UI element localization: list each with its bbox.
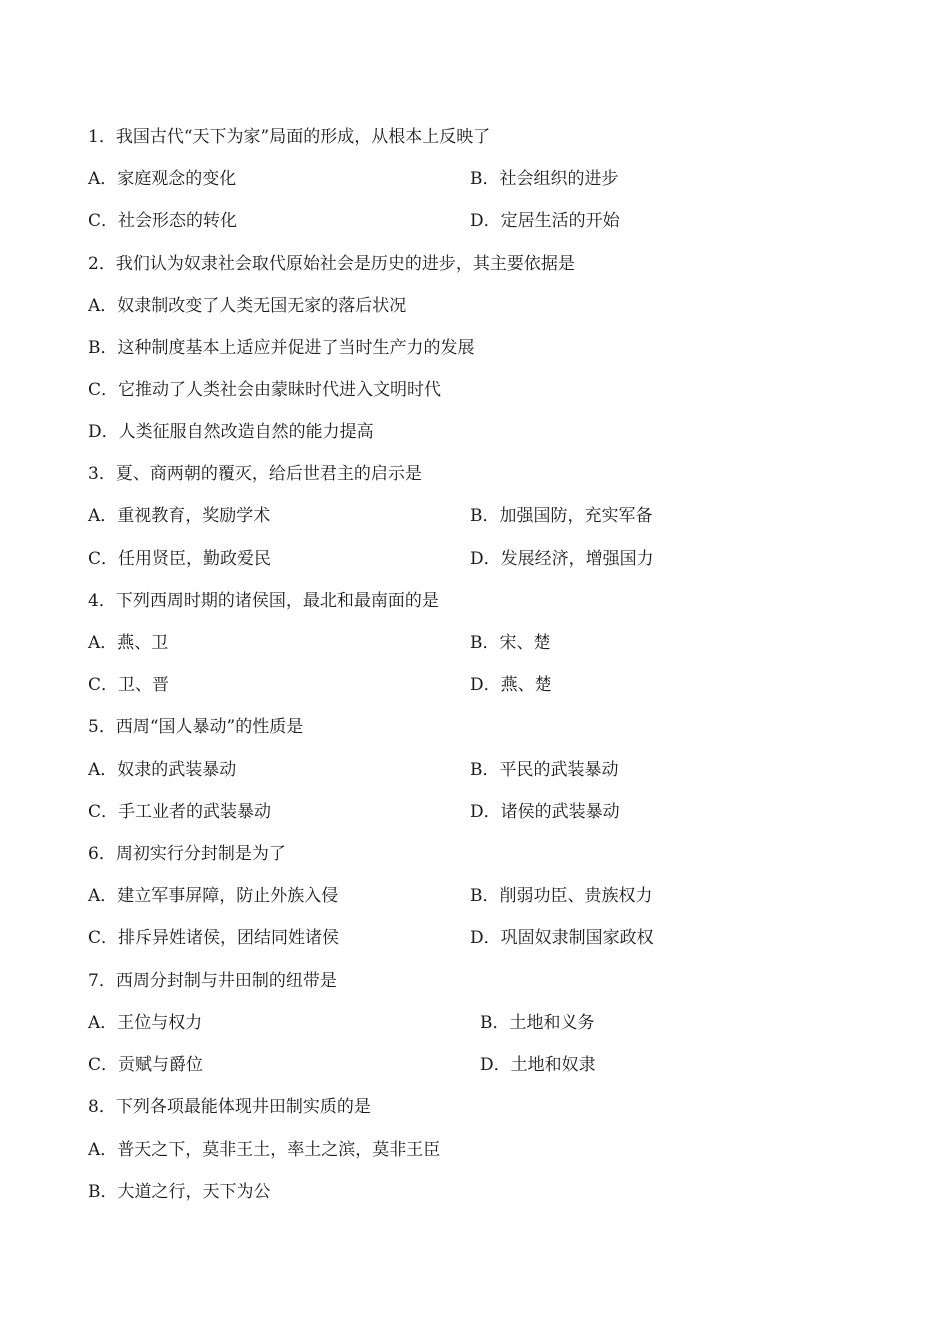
question-6-option-d: D．巩固奴隶制国家政权 (470, 928, 654, 948)
question-3-option-d: D．发展经济，增强国力 (470, 549, 654, 569)
question-4-option-c: C．卫、晋 (88, 675, 170, 695)
question-7-option-c: C．贡赋与爵位 (88, 1055, 204, 1075)
question-6-option-c: C．排斥异姓诸侯，团结同姓诸侯 (88, 928, 340, 948)
question-1-option-a: A．家庭观念的变化 (88, 169, 237, 189)
question-4-option-b: B．宋、楚 (470, 633, 551, 653)
question-1-option-c: C．社会形态的转化 (88, 211, 238, 231)
question-3-option-c: C．任用贤臣，勤政爱民 (88, 549, 272, 569)
question-7-option-d: D．土地和奴隶 (480, 1055, 596, 1075)
question-4-option-a: A．燕、卫 (88, 633, 169, 653)
question-5-option-c: C．手工业者的武装暴动 (88, 802, 272, 822)
question-5-stem: 5．西周“国人暴动”的性质是 (88, 717, 304, 737)
question-6-option-b: B．削弱功臣、贵族权力 (470, 886, 653, 906)
question-7-stem: 7．西周分封制与井田制的纽带是 (88, 971, 337, 991)
question-1-option-b: B．社会组织的进步 (470, 169, 619, 189)
question-2-option-b: B．这种制度基本上适应并促进了当时生产力的发展 (88, 338, 475, 358)
question-7-option-b: B．土地和义务 (480, 1013, 595, 1033)
question-1-option-d: D．定居生活的开始 (470, 211, 620, 231)
question-2-option-c: C．它推动了人类社会由蒙昧时代进入文明时代 (88, 380, 442, 400)
question-1-stem: 1．我国古代“天下为家”局面的形成，从根本上反映了 (88, 127, 491, 147)
question-6-stem: 6．周初实行分封制是为了 (88, 844, 286, 864)
question-8-option-b: B．大道之行，天下为公 (88, 1182, 271, 1202)
question-4-option-d: D．燕、楚 (470, 675, 552, 695)
question-5-option-b: B．平民的武装暴动 (470, 760, 619, 780)
question-7-option-a: A．王位与权力 (88, 1013, 203, 1033)
question-2-stem: 2．我们认为奴隶社会取代原始社会是历史的进步，其主要依据是 (88, 254, 575, 274)
question-8-option-a: A．普天之下，莫非王土，率土之滨，莫非王臣 (88, 1140, 441, 1160)
question-2-option-d: D．人类征服自然改造自然的能力提高 (88, 422, 374, 442)
question-8-stem: 8．下列各项最能体现井田制实质的是 (88, 1097, 371, 1117)
question-5-option-d: D．诸侯的武装暴动 (470, 802, 620, 822)
question-5-option-a: A．奴隶的武装暴动 (88, 760, 237, 780)
question-4-stem: 4．下列西周时期的诸侯国，最北和最南面的是 (88, 591, 439, 611)
question-2-option-a: A．奴隶制改变了人类无国无家的落后状况 (88, 296, 407, 316)
question-3-option-b: B．加强国防，充实军备 (470, 506, 653, 526)
question-3-option-a: A．重视教育，奖励学术 (88, 506, 271, 526)
question-6-option-a: A．建立军事屏障，防止外族入侵 (88, 886, 339, 906)
question-3-stem: 3．夏、商两朝的覆灭，给后世君主的启示是 (88, 464, 422, 484)
